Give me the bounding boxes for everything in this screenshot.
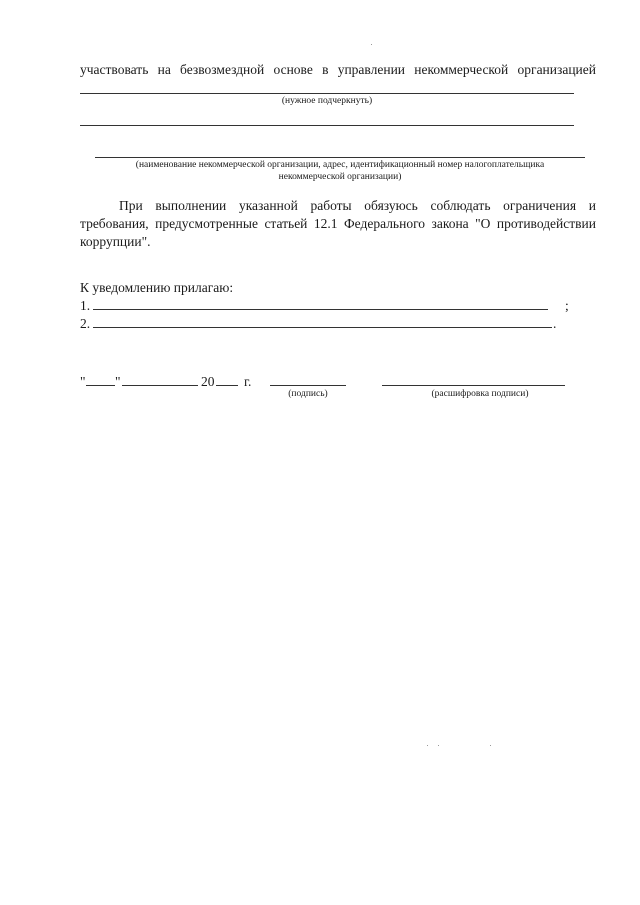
hint-org-line2: некоммерческой организации) [278,172,402,182]
scan-speck [490,745,491,746]
signature-label: (подпись) [288,389,328,399]
signature-field [270,385,346,386]
date-day-field [86,385,115,386]
attachment-2-field [93,327,552,328]
date-month-field [122,385,198,386]
signature-decode-field [382,385,565,386]
date-quote-open: " [80,374,86,389]
date-year-suffix: г. [244,374,252,389]
obligation-line-3: коррупции". [80,234,151,249]
attachment-1-field [93,309,548,310]
attachment-1-number: 1. [80,298,91,313]
obligation-line-1: При выполнении указанной работы обязуюсь соблюдать ограничения и [119,198,596,213]
attachment-1-end: ; [565,298,569,313]
attachment-2-end: . [553,316,557,331]
participation-text: участвовать на безвозмездной основе в управлении некоммерческой организацией [80,62,596,77]
scan-speck [427,745,428,746]
scan-speck [371,44,372,45]
date-year-field [216,385,238,386]
hint-underline: (нужное подчеркнуть) [281,96,373,106]
attachment-2-number: 2. [80,316,91,331]
org-name-field [95,157,585,158]
scan-speck [438,745,439,746]
hint-org-line1: (наименование некоммерческой организации, адрес, идентификационный номер налогоплательщика [135,160,545,170]
signature-decode-label: (расшифровка подписи) [431,389,529,399]
blank-field-2 [80,125,574,126]
date-quote-close: " [115,374,121,389]
date-year-prefix: 20 [201,374,215,389]
obligation-line-2: требования, предусмотренные статьей 12.1 Федерального закона "О противодействии [80,216,596,231]
underline-field-1 [80,93,574,94]
attachments-title: К уведомлению прилагаю: [80,280,234,295]
